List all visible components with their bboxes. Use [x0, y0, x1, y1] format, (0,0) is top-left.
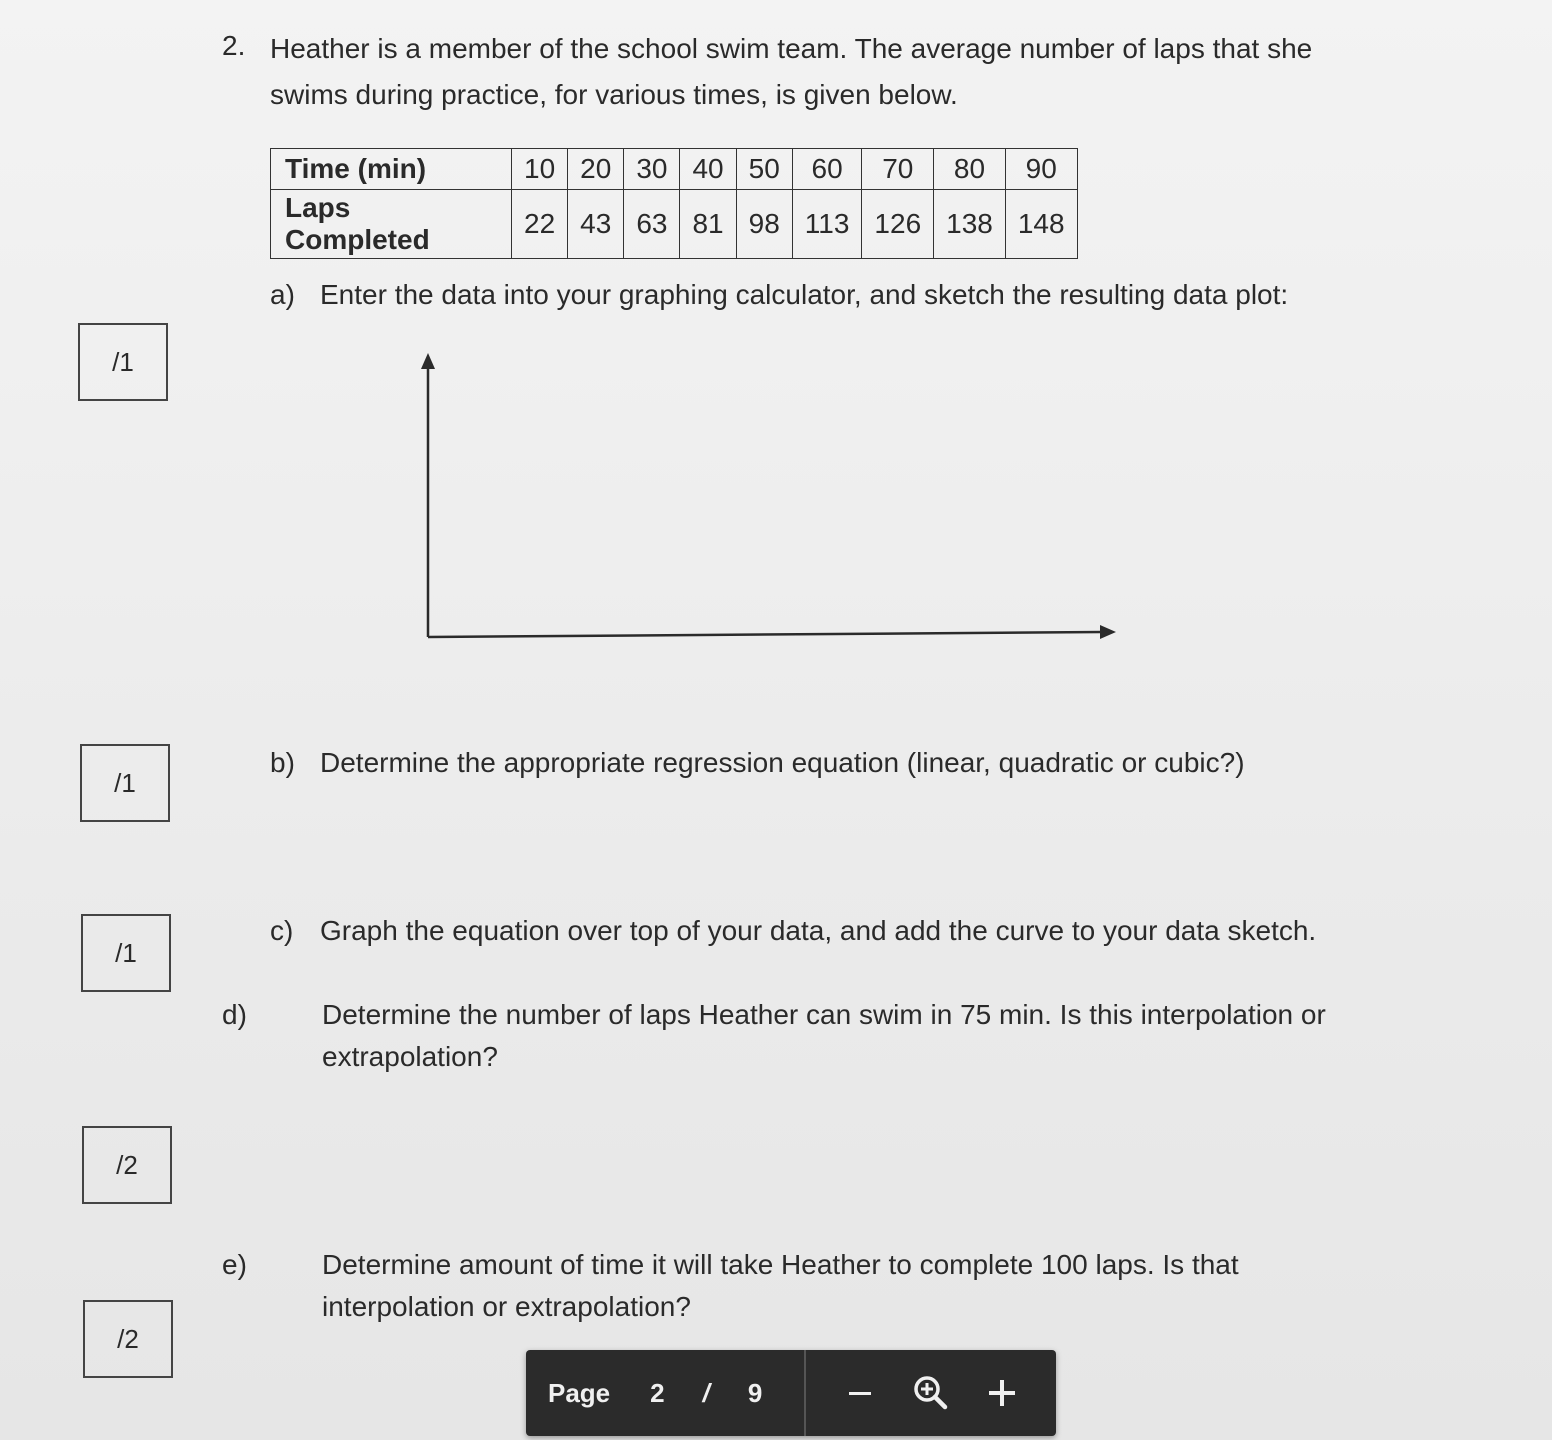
x-axis-arrow-icon: [1100, 625, 1116, 639]
part-c: [270, 910, 1390, 952]
current-page-number[interactable]: 2: [650, 1377, 665, 1408]
part-e-letter: e): [222, 1249, 247, 1280]
table-cell: 138: [934, 190, 1006, 259]
part-d-text: Determine the number of laps Heather can swim in 75 min. Is this interpolation or extrapolation?: [322, 999, 1326, 1072]
magnifier-plus-icon: [911, 1373, 951, 1413]
plus-icon: [985, 1376, 1019, 1410]
table-cell: 22: [512, 190, 568, 259]
part-b-text: Determine the appropriate regression equation (linear, quadratic or cubic?): [320, 747, 1245, 778]
table-row-laps: [271, 190, 1078, 259]
part-e: [222, 1244, 1342, 1328]
score-box-d: /2: [82, 1126, 172, 1204]
table-cell: 20: [568, 149, 624, 190]
zoom-out-button[interactable]: [835, 1368, 885, 1418]
minus-icon: [845, 1378, 875, 1408]
table-cell: 10: [512, 149, 568, 190]
table-cell: 30: [624, 149, 680, 190]
table-cell: 126: [862, 190, 934, 259]
part-a-text: Enter the data into your graphing calculator, and sketch the resulting data plot:: [320, 279, 1289, 310]
total-pages: 9: [747, 1377, 763, 1408]
part-d: [222, 994, 1422, 1078]
page-indicator: [526, 1350, 806, 1436]
part-c-letter: c): [270, 915, 294, 946]
score-box-b: /1: [80, 744, 170, 822]
table-cell: 80: [934, 149, 1006, 190]
score-box-e: /2: [83, 1300, 173, 1378]
data-table: [270, 148, 1078, 259]
table-cell: 113: [792, 190, 862, 259]
part-c-text: Graph the equation over top of your data, and add the curve to your data sketch.: [320, 915, 1317, 946]
blank-axes: [400, 345, 1140, 655]
zoom-controls: [806, 1350, 1056, 1436]
zoom-button[interactable]: [906, 1368, 956, 1418]
table-cell: 81: [680, 190, 736, 259]
table-cell: 63: [624, 190, 680, 259]
part-e-text: Determine amount of time it will take Heather to complete 100 laps. Is that interpolation or extrapolation?: [322, 1249, 1239, 1322]
table-cell: 90: [1005, 149, 1077, 190]
page-separator: /: [702, 1377, 710, 1408]
table-cell: 40: [680, 149, 736, 190]
row-header-time: Time (min): [271, 149, 512, 190]
row-header-laps: Laps Completed: [271, 190, 512, 259]
page-label: Page: [548, 1377, 611, 1408]
question-number: 2.: [222, 30, 246, 61]
pdf-viewer-toolbar: [526, 1350, 1056, 1436]
table-cell: 70: [862, 149, 934, 190]
part-d-letter: d): [222, 999, 247, 1030]
y-axis-arrow-icon: [421, 353, 435, 369]
table-cell: 50: [736, 149, 792, 190]
part-b: [270, 742, 1390, 784]
table-cell: 43: [568, 190, 624, 259]
table-row-time: [271, 149, 1078, 190]
part-b-letter: b): [270, 747, 295, 778]
x-axis-line: [428, 632, 1102, 637]
zoom-in-button[interactable]: [977, 1368, 1027, 1418]
question-text: Heather is a member of the school swim team. The average number of laps that she swims during practice, for various times, is given below.: [270, 33, 1313, 110]
table-cell: 98: [736, 190, 792, 259]
table-cell: 148: [1005, 190, 1077, 259]
table-cell: 60: [792, 149, 862, 190]
score-box-a: /1: [78, 323, 168, 401]
part-a: [270, 274, 1390, 316]
part-a-letter: a): [270, 279, 295, 310]
score-box-c: /1: [81, 914, 171, 992]
